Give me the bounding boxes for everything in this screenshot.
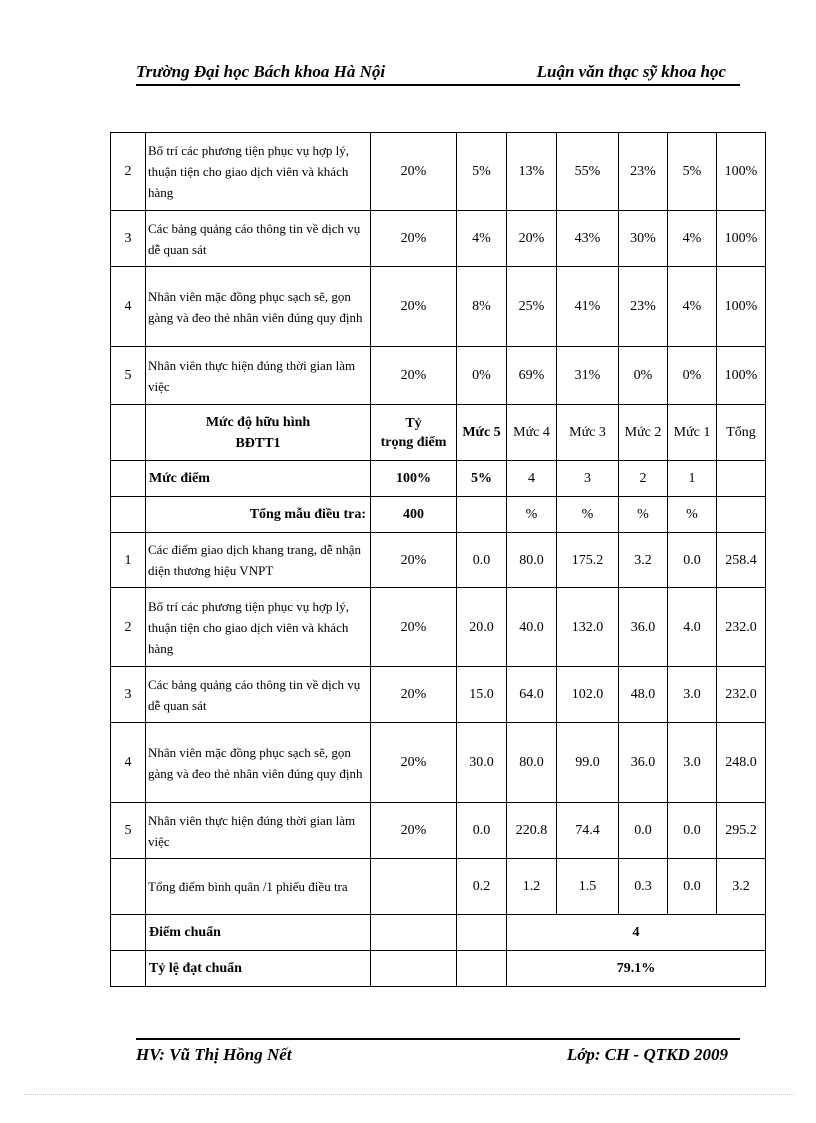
cell-m1: 4% <box>668 211 717 267</box>
achievement-rate-label: Tỷ lệ đạt chuẩn <box>146 951 371 987</box>
cell-m3: 43% <box>557 211 619 267</box>
cell-weight: 20% <box>371 347 457 405</box>
cell-m1: 3.0 <box>668 667 717 723</box>
table-row <box>111 803 766 859</box>
benchmark-label: Điểm chuẩn <box>146 915 371 951</box>
row-number: 3 <box>111 211 146 267</box>
achievement-rate-row <box>111 951 766 987</box>
table-row <box>111 667 766 723</box>
page-header <box>136 60 740 86</box>
header-thesis: Luận văn thạc sỹ khoa học <box>536 62 726 81</box>
average-m2: 0.3 <box>619 859 668 915</box>
cell-m5: 4% <box>457 211 507 267</box>
section-title <box>146 405 371 461</box>
footer-class: Lớp: CH - QTKD 2009 <box>566 1045 728 1064</box>
sample-size-label: Tổng mẫu điều tra: <box>146 497 371 533</box>
row-description: Các bảng quảng cáo thông tin về dịch vụ dễ quan sát <box>146 667 371 723</box>
row-description: Bố trí các phương tiện phục vụ hợp lý, thuận tiện cho giao dịch viên và khách hàng <box>146 588 371 667</box>
cell-m5: 20.0 <box>457 588 507 667</box>
survey-table <box>110 132 766 987</box>
score-level-label: Mức điểm <box>146 461 371 497</box>
score-level-row <box>111 461 766 497</box>
average-m5: 0.2 <box>457 859 507 915</box>
cell-m1: 0.0 <box>668 803 717 859</box>
cell-m4: 80.0 <box>507 533 557 588</box>
cell-m3: 132.0 <box>557 588 619 667</box>
sample-unit-m4: % <box>507 497 557 533</box>
cell-m2: 23% <box>619 267 668 347</box>
cell-m3: 102.0 <box>557 667 619 723</box>
cell-m5: 5% <box>457 133 507 211</box>
cell-m4: 69% <box>507 347 557 405</box>
footer-student: HV: Vũ Thị Hồng Nết <box>136 1045 292 1064</box>
row-number: 2 <box>111 133 146 211</box>
cell-total: 258.4 <box>717 533 766 588</box>
table-row <box>111 211 766 267</box>
cell-weight: 20% <box>371 211 457 267</box>
cell-m2: 3.2 <box>619 533 668 588</box>
score-level-weight: 100% <box>371 461 457 497</box>
row-description: Nhân viên mặc đồng phục sạch sẽ, gọn gàng và đeo thẻ nhân viên đúng quy định <box>146 267 371 347</box>
total-header: Tổng <box>717 405 766 461</box>
row-description: Nhân viên thực hiện đúng thời gian làm việc <box>146 347 371 405</box>
row-description: Nhân viên thực hiện đúng thời gian làm việc <box>146 803 371 859</box>
average-m1: 0.0 <box>668 859 717 915</box>
level2-header: Mức 2 <box>619 405 668 461</box>
cell-m5: 0.0 <box>457 803 507 859</box>
section-header-row <box>111 405 766 461</box>
cell-m3: 41% <box>557 267 619 347</box>
cell-m1: 0% <box>668 347 717 405</box>
row-number: 3 <box>111 667 146 723</box>
table-row <box>111 133 766 211</box>
cell-m2: 0% <box>619 347 668 405</box>
cell-weight: 20% <box>371 667 457 723</box>
empty-cell <box>111 405 146 461</box>
cell-weight: 20% <box>371 133 457 211</box>
cell-m2: 0.0 <box>619 803 668 859</box>
row-description: Bố trí các phương tiện phục vụ hợp lý, thuận tiện cho giao dịch viên và khách hàng <box>146 133 371 211</box>
empty-cell <box>717 461 766 497</box>
cell-m2: 23% <box>619 133 668 211</box>
empty-cell <box>371 915 457 951</box>
empty-cell <box>111 497 146 533</box>
cell-m2: 36.0 <box>619 588 668 667</box>
score-level-m5: 5% <box>457 461 507 497</box>
cell-total: 295.2 <box>717 803 766 859</box>
cell-total: 232.0 <box>717 667 766 723</box>
weight-header-line1: Tỷ <box>405 415 422 431</box>
page-footer <box>136 1038 740 1066</box>
average-total: 3.2 <box>717 859 766 915</box>
empty-cell <box>457 497 507 533</box>
cell-weight: 20% <box>371 723 457 803</box>
cell-m3: 99.0 <box>557 723 619 803</box>
row-description: Nhân viên mặc đồng phục sạch sẽ, gọn gàng và đeo thẻ nhân viên đúng quy định <box>146 723 371 803</box>
cell-m5: 0% <box>457 347 507 405</box>
score-level-m4: 4 <box>507 461 557 497</box>
sample-unit-m3: % <box>557 497 619 533</box>
cell-m4: 40.0 <box>507 588 557 667</box>
section-title-line2: BĐTT1 <box>235 435 281 451</box>
cell-m3: 74.4 <box>557 803 619 859</box>
row-number: 2 <box>111 588 146 667</box>
cell-m1: 0.0 <box>668 533 717 588</box>
table-row <box>111 533 766 588</box>
cell-m4: 13% <box>507 133 557 211</box>
sample-unit-m1: % <box>668 497 717 533</box>
table-row <box>111 588 766 667</box>
average-score-label: Tổng điểm bình quân /1 phiếu điều tra <box>146 859 371 915</box>
cell-weight: 20% <box>371 267 457 347</box>
section-title-line1: Mức độ hữu hình <box>205 414 311 430</box>
cell-total: 100% <box>717 347 766 405</box>
cell-m3: 175.2 <box>557 533 619 588</box>
level1-header: Mức 1 <box>668 405 717 461</box>
level4-header: Mức 4 <box>507 405 557 461</box>
cell-m2: 48.0 <box>619 667 668 723</box>
cell-total: 100% <box>717 267 766 347</box>
score-level-m3: 3 <box>557 461 619 497</box>
cell-m5: 30.0 <box>457 723 507 803</box>
score-level-m2: 2 <box>619 461 668 497</box>
empty-cell <box>371 859 457 915</box>
cell-total: 232.0 <box>717 588 766 667</box>
cell-m3: 55% <box>557 133 619 211</box>
empty-cell <box>111 951 146 987</box>
level5-header: Mức 5 <box>457 405 507 461</box>
cell-m4: 80.0 <box>507 723 557 803</box>
table-row <box>111 347 766 405</box>
cell-m1: 4.0 <box>668 588 717 667</box>
sample-size-value: 400 <box>371 497 457 533</box>
achievement-rate-value: 79.1% <box>507 951 766 987</box>
average-m4: 1.2 <box>507 859 557 915</box>
cell-m5: 15.0 <box>457 667 507 723</box>
row-number: 5 <box>111 347 146 405</box>
score-level-m1: 1 <box>668 461 717 497</box>
benchmark-row <box>111 915 766 951</box>
empty-cell <box>111 461 146 497</box>
sample-size-row <box>111 497 766 533</box>
average-m3: 1.5 <box>557 859 619 915</box>
cell-m5: 8% <box>457 267 507 347</box>
cell-m4: 220.8 <box>507 803 557 859</box>
level3-header: Mức 3 <box>557 405 619 461</box>
cell-weight: 20% <box>371 803 457 859</box>
sample-unit-m2: % <box>619 497 668 533</box>
cell-m1: 4% <box>668 267 717 347</box>
cell-m2: 30% <box>619 211 668 267</box>
cell-weight: 20% <box>371 588 457 667</box>
empty-cell <box>371 951 457 987</box>
empty-cell <box>457 951 507 987</box>
cell-weight: 20% <box>371 533 457 588</box>
weight-header-line2: trọng điểm <box>380 434 447 450</box>
row-description: Các điểm giao dịch khang trang, dễ nhận diện thương hiệu VNPT <box>146 533 371 588</box>
weight-header <box>371 405 457 461</box>
empty-cell <box>457 915 507 951</box>
row-description: Các bảng quảng cáo thông tin về dịch vụ dễ quan sát <box>146 211 371 267</box>
cell-m2: 36.0 <box>619 723 668 803</box>
cell-total: 100% <box>717 211 766 267</box>
row-number: 1 <box>111 533 146 588</box>
empty-cell <box>111 859 146 915</box>
cell-total: 248.0 <box>717 723 766 803</box>
page-edge-divider <box>24 1094 794 1095</box>
cell-m3: 31% <box>557 347 619 405</box>
empty-cell <box>717 497 766 533</box>
cell-total: 100% <box>717 133 766 211</box>
cell-m1: 5% <box>668 133 717 211</box>
row-number: 5 <box>111 803 146 859</box>
table-row <box>111 723 766 803</box>
row-number: 4 <box>111 723 146 803</box>
cell-m1: 3.0 <box>668 723 717 803</box>
cell-m4: 25% <box>507 267 557 347</box>
header-school: Trường Đại học Bách khoa Hà Nội <box>136 62 386 81</box>
empty-cell <box>111 915 146 951</box>
cell-m4: 20% <box>507 211 557 267</box>
row-number: 4 <box>111 267 146 347</box>
benchmark-value: 4 <box>507 915 766 951</box>
table-row <box>111 267 766 347</box>
cell-m4: 64.0 <box>507 667 557 723</box>
cell-m5: 0.0 <box>457 533 507 588</box>
average-score-row <box>111 859 766 915</box>
